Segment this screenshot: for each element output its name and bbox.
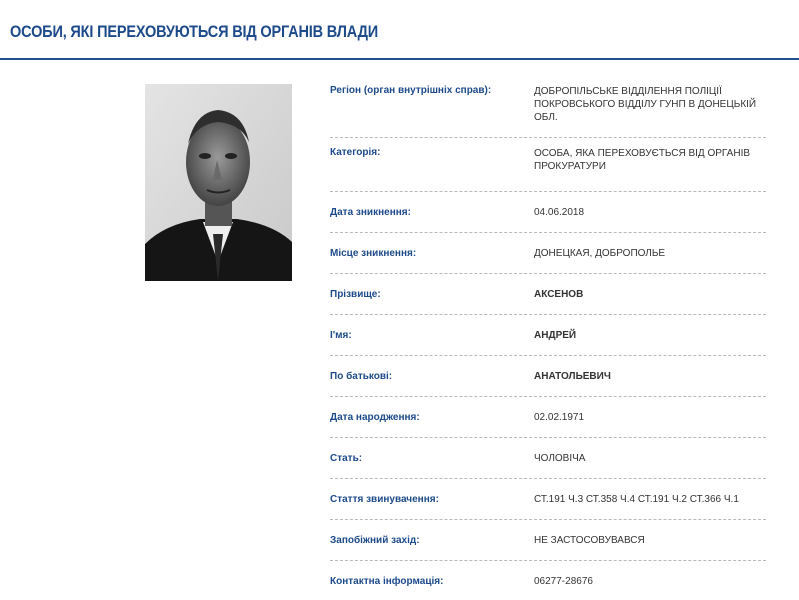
field-label-patronymic: По батькові: — [330, 370, 393, 382]
field-value-charge-article: СТ.191 Ч.3 СТ.358 Ч.4 СТ.191 Ч.2 СТ.366 Ч.1 — [534, 493, 739, 505]
field-value-disappearance-date: 04.06.2018 — [534, 206, 585, 218]
field-label-category: Категорія: — [330, 147, 381, 158]
field-label-disappearance-place: Місце зникнення: — [330, 247, 417, 259]
field-value-sex: ЧОЛОВІЧА — [534, 452, 586, 464]
field-row-first-name — [330, 315, 766, 356]
field-value-preventive-measure: НЕ ЗАСТОСОВУВАВСЯ — [534, 534, 645, 546]
field-row-preventive-measure — [330, 520, 766, 561]
field-label-disappearance-date: Дата зникнення: — [330, 206, 411, 218]
field-value-contact-info: 06277-28676 — [534, 575, 593, 587]
field-value-birth-date: 02.02.1971 — [534, 411, 585, 423]
field-row-disappearance-place — [330, 233, 766, 274]
field-label-preventive-measure: Запобіжний захід: — [330, 534, 420, 546]
person-photo — [145, 84, 292, 281]
field-row-disappearance-date — [330, 192, 766, 233]
field-row-birth-date — [330, 397, 766, 438]
field-row-region — [330, 76, 766, 138]
page-header — [0, 0, 799, 60]
field-value-region: ДОБРОПІЛЬСЬКЕ ВІДДІЛЕННЯ ПОЛІЦІЇ ПОКРОВСЬКОГО ВІДДІЛУ ГУНП В ДОНЕЦЬКІЙ ОБЛ. — [534, 86, 757, 123]
field-label-contact-info: Контактна інформація: — [330, 575, 444, 587]
field-label-charge-article: Стаття звинувачення: — [330, 493, 439, 505]
field-label-surname: Прізвище: — [330, 288, 381, 300]
field-label-first-name: І'мя: — [330, 329, 352, 341]
field-row-sex — [330, 438, 766, 479]
field-value-category: ОСОБА, ЯКА ПЕРЕХОВУЄТЬСЯ ВІД ОРГАНІВ ПРОКУРАТУРИ — [534, 148, 751, 172]
field-row-patronymic — [330, 356, 766, 397]
field-label-sex: Стать: — [330, 452, 363, 464]
page-title: ОСОБИ, ЯКІ ПЕРЕХОВУЮТЬСЯ ВІД ОРГАНІВ ВЛАДИ — [10, 23, 379, 41]
field-row-surname — [330, 274, 766, 315]
field-label-region: Регіон (орган внутрішніх справ): — [330, 85, 492, 96]
field-row-category — [330, 138, 766, 192]
field-row-contact-info — [330, 561, 766, 600]
field-label-birth-date: Дата народження: — [330, 411, 420, 423]
field-row-charge-article — [330, 479, 766, 520]
field-value-disappearance-place: ДОНЕЦКАЯ, ДОБРОПОЛЬЕ — [534, 247, 666, 259]
field-value-first-name: АНДРЕЙ — [534, 329, 577, 341]
field-value-surname: АКСЕНОВ — [534, 288, 584, 300]
field-value-patronymic: АНАТОЛЬЕВИЧ — [534, 370, 611, 382]
person-details — [330, 76, 766, 600]
